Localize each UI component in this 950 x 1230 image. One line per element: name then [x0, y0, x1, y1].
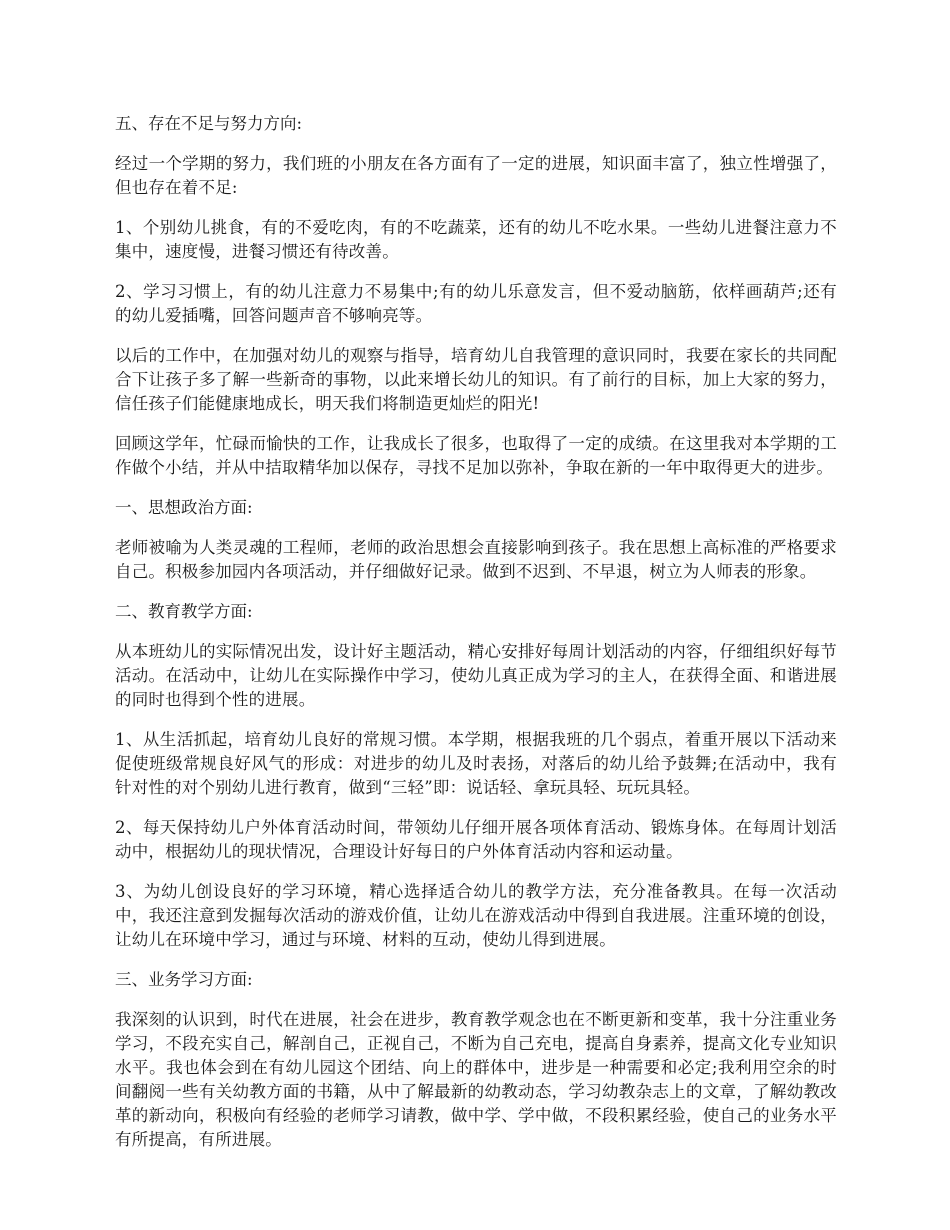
paragraph-eating-habits: 1、个别幼儿挑食，有的不爱吃肉，有的不吃蔬菜，还有的幼儿不吃水果。一些幼儿进餐注意力不集中，速度慢，进餐习惯还有待改善。	[115, 218, 837, 261]
paragraph-professional-study: 我深刻的认识到，时代在进展，社会在进步，教育教学观念也在不断更新和变革，我十分注重业务学习，不段充实自己，解剖自己，正视自己，不断为自己充电，提高自身素养，提高文化专业知识水平。我也体会到在有幼儿园这个团结、向上的群体中，进步是一种需要和必定;我利用空余的时间翻阅一些有关幼教方面的书籍，从中了解最新的幼教动态，学习幼教杂志上的文章，了解幼教改革的新动向，积极向有经验的老师学习请教，做中学、学中做，不段积累经验，使自己的业务水平有所提高，有所进展。	[115, 1010, 837, 1149]
section-heading-teaching: 二、教育教学方面:	[115, 602, 253, 621]
paragraph-year-review: 回顾这学年，忙碌而愉快的工作，让我成长了很多，也取得了一定的成绩。在这里我对本学期的工作做个小结，并从中拮取精华加以保存，寻找不足加以弥补，争取在新的一年中取得更大的进步。	[115, 434, 837, 477]
paragraph-routine-habits: 1、从生活抓起，培育幼儿良好的常规习惯。本学期，根据我班的几个弱点，着重开展以下活动来促使班级常规良好风气的形成：对进步的幼儿及时表扬，对落后的幼儿给予鼓舞;在活动中，我有针对性的对个别幼儿进行教育，做到“三轻”即：说话轻、拿玩具轻、玩玩具轻。	[115, 730, 837, 797]
paragraph-learning-habits: 2、学习习惯上，有的幼儿注意力不易集中;有的幼儿乐意发言，但不爱动脑筋，依样画葫芦;还有的幼儿爱插嘴，回答问题声音不够响亮等。	[115, 282, 837, 325]
section-heading-shortcomings: 五、存在不足与努力方向:	[115, 114, 303, 133]
paragraph-learning-environment: 3、为幼儿创设良好的学习环境，精心选择适合幼儿的教学方法，充分准备教具。在每一次活动中，我还注意到发掘每次活动的游戏价值，让幼儿在游戏活动中得到自我进展。注重环境的创设，让幼儿在环境中学习，通过与环境、材料的互动，使幼儿得到进展。	[115, 882, 837, 949]
paragraph-teaching-overview: 从本班幼儿的实际情况出发，设计好主题活动，精心安排好每周计划活动的内容，仔细组织好每节活动。在活动中，让幼儿在实际操作中学习，使幼儿真正成为学习的主人，在获得全面、和谐进展的同时也得到个性的进展。	[115, 642, 837, 709]
paragraph-ideology: 老师被喻为人类灵魂的工程师，老师的政治思想会直接影响到孩子。我在思想上高标准的严格要求自己。积极参加园内各项活动，并仔细做好记录。做到不迟到、不早退，树立为人师表的形象。	[115, 538, 837, 581]
paragraph-intro-shortcomings: 经过一个学期的努力，我们班的小朋友在各方面有了一定的进展，知识面丰富了，独立性增强了，但也存在着不足:	[115, 154, 837, 197]
paragraph-future-work: 以后的工作中，在加强对幼儿的观察与指导，培育幼儿自我管理的意识同时，我要在家长的共同配合下让孩子多了解一些新奇的事物，以此来增长幼儿的知识。有了前行的目标，加上大家的努力，信任孩子们能健康地成长，明天我们将制造更灿烂的阳光!	[115, 346, 837, 413]
section-heading-ideology: 一、思想政治方面:	[115, 498, 253, 517]
document-page	[115, 112, 837, 1168]
section-heading-professional-study: 三、业务学习方面:	[115, 970, 253, 989]
paragraph-outdoor-activity: 2、每天保持幼儿户外体育活动时间，带领幼儿仔细开展各项体育活动、锻炼身体。在每周计划活动中，根据幼儿的现状情况，合理设计好每日的户外体育活动内容和运动量。	[115, 818, 837, 861]
